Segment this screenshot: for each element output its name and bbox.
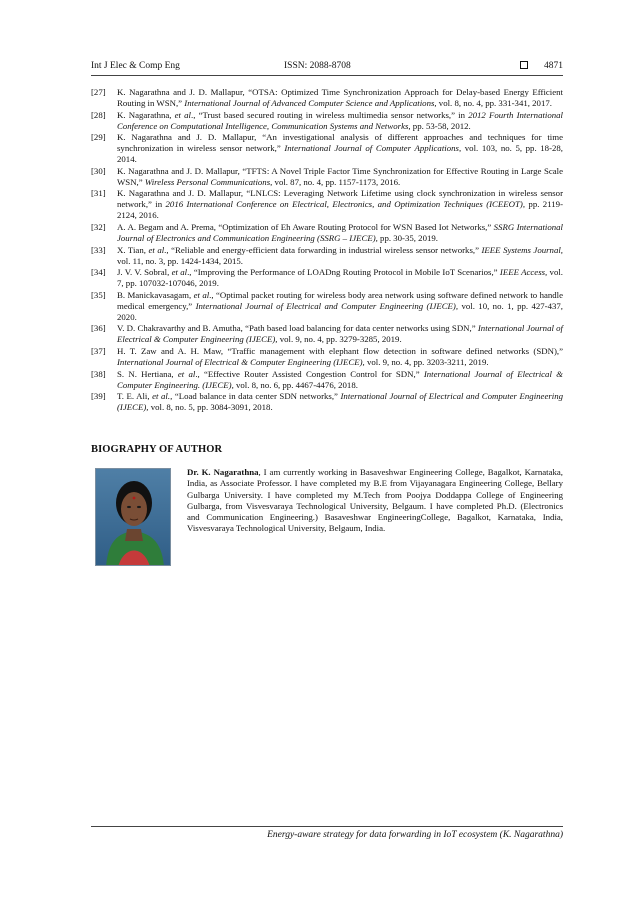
author-portrait-image [96,469,171,566]
reference-venue: International Journal of Advanced Computer Science and Applications [184,98,435,108]
journal-name: Int J Elec & Comp Eng [91,61,180,71]
reference-text: ., “Improving the Performance of LOADng Routing Protocol in Mobile IoT Scenarios,” [187,267,500,278]
reference-venue: IEEE Systems Journal, [481,244,564,255]
reference-text: vol. 8, no. 5, pp. 3084-3091, 2018. [148,402,273,413]
reference-text: , vol. 8, no. 4, pp. 331-341, 2017. [434,98,552,108]
reference-text: vol. 7, pp. 107032-107046, 2019. [117,267,563,289]
reference-number: [39] [91,391,106,402]
reference-text: , vol. 87, no. 4, pp. 1157-1173, 2016. [270,176,401,187]
reference-text: vol. 9, no. 4, pp. 3203-3211, 2019. [364,356,489,367]
reference-item [91,391,563,413]
reference-item [91,87,563,109]
reference-venue: International Journal of Computer Applications [284,143,459,154]
reference-number: [29] [91,132,106,143]
author-photo [95,468,171,566]
reference-number: [31] [91,188,106,199]
reference-venue: International Journal of Electrical & Computer Engineering. (IJECE), [117,368,563,390]
reference-text: X. Tian, [117,244,149,255]
reference-text: , pp. 2119-2124, 2016. [117,199,563,221]
reference-item [91,267,563,289]
reference-text: ., “Trust based secured routing in wireless multimedia sensor networks,” in [191,109,469,120]
reference-item [91,323,563,345]
reference-number: [28] [91,109,106,120]
reference-text: B. Manickavasagam, [117,289,194,300]
reference-et-al: et al [171,267,188,278]
reference-number: [38] [91,368,106,379]
reference-item [91,166,563,188]
reference-number: [33] [91,244,106,255]
reference-number: [37] [91,345,106,356]
reference-et-al: et al [177,368,196,379]
reference-text: vol. 10, no. 1, pp. 427-437, 2020. [117,300,563,322]
reference-text: ., “Reliable and energy-efficient data forwarding in industrial wireless sensor networks,” [164,244,482,255]
footer-rule [91,826,563,827]
reference-text: vol. 8, no. 6, pp. 4467-4476, 2018. [233,379,358,390]
reference-venue: 2012 Fourth International Conference on Computational Intelligence, Communication Systems and Networks [117,109,564,131]
reference-text: K. Nagarathna and J. D. Mallapur, “An investigational analysis of different approaches and techniques for time synchronization in wireless sensor network,” [117,132,563,154]
reference-venue: 2016 International Conference on Electrical, Electronics, and Optimization Techniques (ICEEOT) [165,199,523,210]
reference-text: S. N. Hertiana, [117,368,178,379]
reference-number: [34] [91,267,106,278]
reference-text: ., “Optimal packet routing for wireless body area network using software defined network to handle medical emergency,” [117,289,564,311]
reference-venue: International Journal of Electrical and Computer Engineering (IJECE), [117,391,564,413]
reference-text: H. T. Zaw and A. H. Maw, “Traffic management with elephant flow detection in software defined networks (SDN),” [117,345,563,356]
reference-number: [27] [91,87,106,97]
reference-list [91,87,563,414]
reference-item [91,132,563,165]
reference-item [91,245,563,267]
header-rule [91,75,563,76]
issn: ISSN: 2088-8708 [284,61,351,71]
reference-text: , pp. 53-58, 2012. [408,120,471,131]
reference-venue: International Journal of Electrical & Computer Engineering (IJECE), [117,356,365,367]
reference-item [91,346,563,368]
checkbox-square-icon [520,61,528,69]
page-header [91,59,563,73]
reference-venue: Wireless Personal Communications [144,176,271,187]
reference-et-al: et al. [152,391,171,402]
reference-text: , vol. 103, no. 5, pp. 18-28, 2014. [117,143,563,165]
author-name: Dr. K. Nagarathna [187,467,259,477]
reference-text: vol. 9, no. 4, pp. 3279-3285, 2019. [277,334,402,345]
reference-number: [36] [91,323,106,334]
page-number: 4871 [544,61,563,71]
reference-item [91,222,563,244]
reference-text: K. Nagarathna and J. D. Mallapur, “LNLCS: Leveraging Network Lifetime using clock synchronization in wireless sensor network,” in [117,188,563,210]
reference-item [91,188,563,221]
reference-et-al: et al [193,289,210,300]
reference-item [91,110,563,132]
reference-venue: SSRG International Journal of Electronics and Communication Engineering (SSRG – IJECE), [117,221,563,243]
reference-text: ., “Effective Router Assisted Congestion Control for SDN,” [195,368,424,379]
reference-venue: International Journal of Electrical & Computer Engineering (IJECE), [117,323,563,345]
reference-number: [32] [91,221,106,232]
reference-text: K. Nagarathna and J. D. Mallapur, “TFTS: A Novel Triple Factor Time Synchronization for Effective Routing in Large Scale WSN,” [117,165,563,187]
reference-item [91,369,563,391]
reference-text: K. Nagarathna and J. D. Mallapur, “OTSA: Optimized Time Synchronization Approach for Delay-based Energy Efficient Routing in WSN,” [117,87,563,108]
reference-et-al: et al [148,244,165,255]
running-title: Energy-aware strategy for data forwarding in IoT ecosystem (K. Nagarathna) [267,830,563,840]
reference-text: T. E. Ali, [117,391,153,402]
reference-venue: International Journal of Electrical and Computer Engineering (IJECE), [195,300,459,311]
reference-text: , “Load balance in data center SDN networks,” [170,391,341,402]
biography-body: , I am currently working in Basaveshwar Engineering College, Bagalkot, Karnataka, India, as Associate Professor. I have completed my B.E from Vijayanagara Engineering College, Bellary Gulbarga University. I have completed my M.Tech from Poojya Doddappa College of Engineering Gulbarga, from Visvesvaraya Technological University, Belgaum. I have completed Ph.D. (Electronics and Communication Engineering.) Basaveshwar EngineeringCollege, Bagalkot, Karnataka, India, Visvesvaraya Technological University, Belgaum, India. [187,467,564,534]
reference-text: pp. 30-35, 2019. [377,232,438,243]
biography-text [187,467,563,535]
reference-number: [30] [91,165,106,176]
biography-heading: BIOGRAPHY OF AUTHOR [91,444,223,455]
reference-number: [35] [91,289,106,300]
reference-text: J. V. V. Sobral, [117,267,172,278]
reference-text: K. Nagarathna, [117,109,175,120]
reference-text: V. D. Chakravarthy and B. Amutha, “Path based load balancing for data center networks using SDN,” [117,323,478,334]
reference-text: A. A. Begam and A. Prema, “Optimization of Eh Aware Routing Protocol for WSN Based Iot Networks,” [117,221,494,232]
reference-et-al: et al [174,109,192,120]
reference-venue: IEEE Access, [499,267,548,278]
reference-text: vol. 11, no. 3, pp. 1424-1434, 2015. [117,255,244,266]
reference-item [91,290,563,323]
